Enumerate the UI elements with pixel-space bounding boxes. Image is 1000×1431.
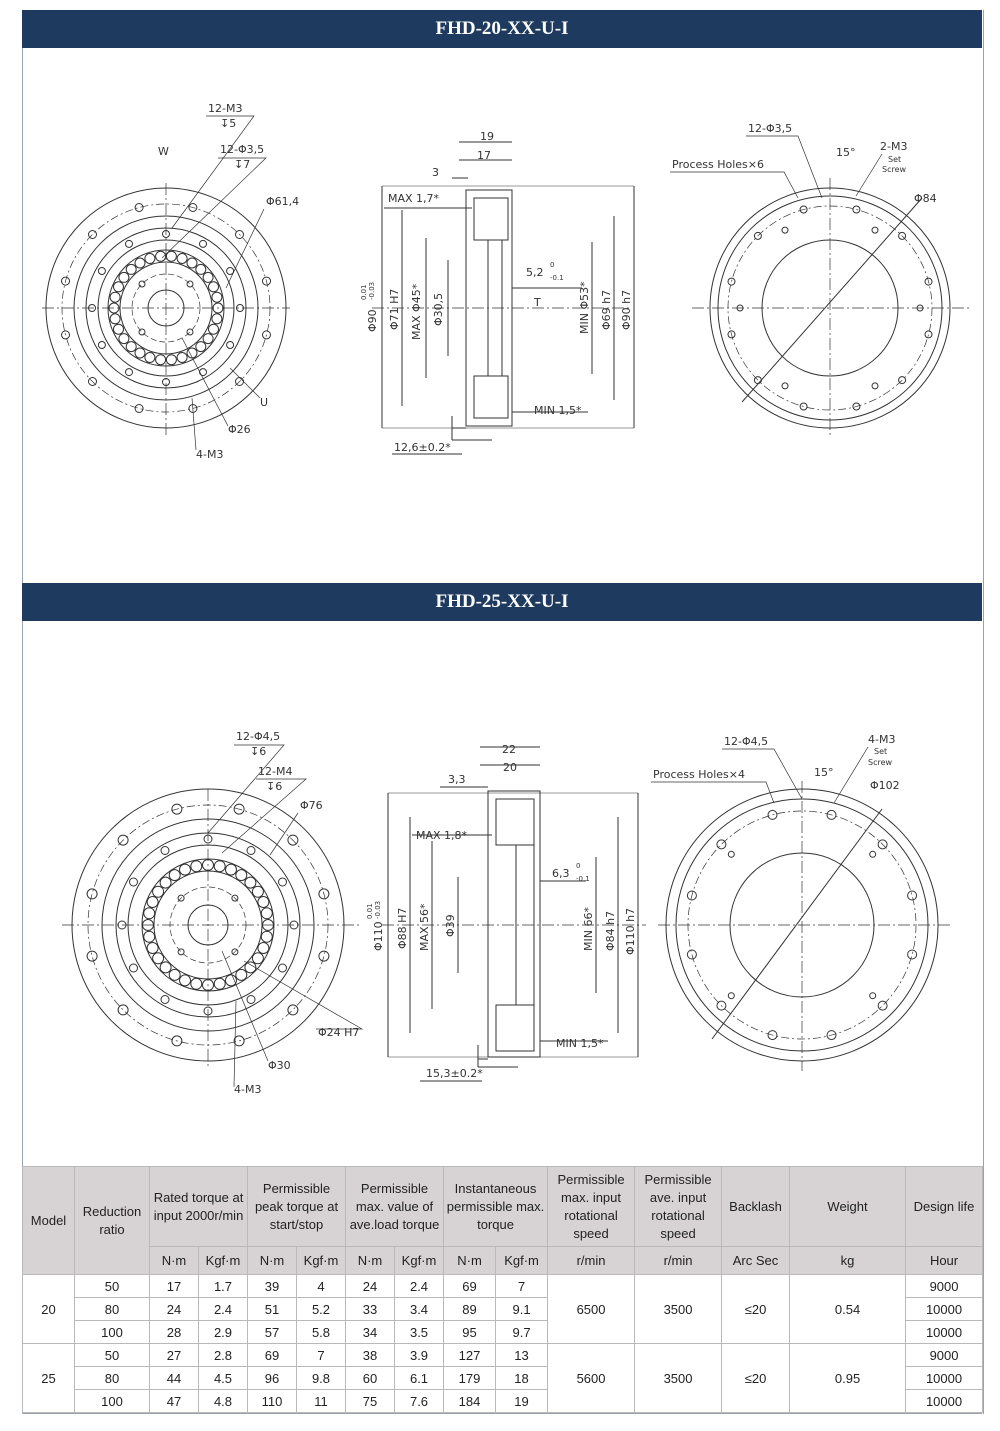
fhd25-back-view — [658, 781, 952, 1071]
cell-ratio: 100 — [75, 1390, 150, 1413]
cell-value: 69 — [248, 1344, 297, 1367]
tapped-hole — [98, 268, 105, 275]
svg-text:3: 3 — [432, 166, 439, 179]
svg-text:↧6: ↧6 — [250, 745, 267, 758]
roller — [126, 264, 136, 274]
cell-design-life: 9000 — [906, 1275, 983, 1298]
svg-text:MAX Φ45*: MAX Φ45* — [410, 283, 423, 340]
svg-text:-0.1: -0.1 — [576, 875, 590, 883]
cell-value: 3.4 — [395, 1298, 444, 1321]
svg-text:MIN 1,5*: MIN 1,5* — [534, 404, 582, 417]
cell-backlash: ≤20 — [722, 1344, 790, 1413]
roller — [135, 258, 145, 268]
tapped-hole — [187, 281, 193, 287]
process-hole — [870, 993, 876, 999]
th-unit: N·m — [444, 1247, 496, 1275]
spec-table — [22, 1166, 983, 1413]
svg-text:5,2: 5,2 — [526, 266, 544, 279]
svg-text:4-M3: 4-M3 — [234, 1083, 262, 1096]
cell-backlash: ≤20 — [722, 1275, 790, 1344]
svg-text:22: 22 — [502, 743, 516, 756]
bolt-hole — [800, 403, 807, 410]
bolt-hole — [728, 278, 735, 285]
bolt-hole — [908, 891, 917, 900]
cell-value: 89 — [444, 1298, 496, 1321]
bolt-hole — [319, 951, 329, 961]
roller — [169, 870, 180, 881]
svg-text:MAX 1,8*: MAX 1,8* — [416, 829, 468, 842]
cell-model: 20 — [23, 1275, 75, 1344]
roller — [212, 314, 222, 324]
svg-text:Process Holes×4: Process Holes×4 — [653, 768, 745, 781]
svg-text:MIN 66*: MIN 66* — [582, 907, 595, 951]
roller — [153, 953, 164, 964]
cell-value: 69 — [444, 1275, 496, 1298]
roller — [180, 864, 191, 875]
svg-text:Φ84: Φ84 — [914, 192, 937, 205]
roller — [212, 292, 222, 302]
bolt-hole — [135, 204, 143, 212]
tapped-hole — [178, 949, 184, 955]
th-weight: Weight — [790, 1167, 906, 1247]
cell-value: 38 — [346, 1344, 395, 1367]
cell-ratio: 80 — [75, 1367, 150, 1390]
section-title: FHD-20-XX-U-I — [22, 10, 982, 48]
roller — [236, 870, 247, 881]
cell-value: 17 — [150, 1275, 199, 1298]
cell-value: 6.1 — [395, 1367, 444, 1390]
roller — [258, 897, 269, 908]
cell-value: 9.1 — [496, 1298, 548, 1321]
cell-value: 44 — [150, 1367, 199, 1390]
roller — [261, 908, 272, 919]
cell-value: 24 — [150, 1298, 199, 1321]
cell-value: 1.7 — [199, 1275, 248, 1298]
bolt-hole — [899, 232, 906, 239]
roller — [110, 314, 120, 324]
th-ave-input-speed: Permissible ave. input rotational speed — [635, 1167, 722, 1247]
process-hole — [782, 227, 788, 233]
th-backlash: Backlash — [722, 1167, 790, 1247]
process-hole — [728, 993, 734, 999]
svg-text:Set: Set — [874, 747, 888, 756]
bolt-hole — [288, 1005, 298, 1015]
roller — [226, 864, 237, 875]
svg-text:6,3: 6,3 — [552, 867, 570, 880]
tapped-hole — [247, 996, 255, 1004]
roller — [252, 886, 263, 897]
roller — [145, 353, 155, 363]
roller — [110, 292, 120, 302]
roller — [153, 886, 164, 897]
bolt-hole — [768, 810, 777, 819]
th-unit: Kgf·m — [297, 1247, 346, 1275]
svg-text:4-M3: 4-M3 — [868, 733, 896, 746]
th-unit: N·m — [150, 1247, 199, 1275]
svg-text:15,3±0.2*: 15,3±0.2* — [426, 1067, 483, 1080]
document-bottom-rule — [22, 1413, 982, 1414]
roller — [180, 975, 191, 986]
cell-value: 9.7 — [496, 1321, 548, 1344]
process-hole — [728, 851, 734, 857]
cell-value: 2.8 — [199, 1344, 248, 1367]
th-unit: Hour — [906, 1247, 983, 1275]
tapped-hole — [247, 847, 255, 855]
cell-value: 110 — [248, 1390, 297, 1413]
svg-text:MIN Φ53*: MIN Φ53* — [578, 281, 591, 334]
bolt-hole — [925, 331, 932, 338]
svg-text:MIN 1,5*: MIN 1,5* — [556, 1037, 604, 1050]
bolt-hole — [754, 377, 761, 384]
roller — [147, 897, 158, 908]
cell-value: 4.8 — [199, 1390, 248, 1413]
cell-value: 179 — [444, 1367, 496, 1390]
roller — [119, 272, 129, 282]
svg-text:0: 0 — [550, 261, 555, 269]
roller — [166, 355, 176, 365]
svg-text:12,6±0.2*: 12,6±0.2* — [394, 441, 451, 454]
th-ave-load-torque: Permissible max. value of ave.load torque — [346, 1167, 444, 1247]
cell-value: 5.8 — [297, 1321, 346, 1344]
fhd25-front-view — [62, 789, 362, 1066]
roller — [177, 254, 187, 264]
cell-value: 127 — [444, 1344, 496, 1367]
cell-value: 47 — [150, 1390, 199, 1413]
cell-value: 2.4 — [395, 1275, 444, 1298]
cell-value: 7 — [297, 1344, 346, 1367]
cell-value: 33 — [346, 1298, 395, 1321]
cell-value: 2.4 — [199, 1298, 248, 1321]
svg-text:3,3: 3,3 — [448, 773, 466, 786]
svg-text:Φ61,4: Φ61,4 — [266, 195, 300, 208]
svg-text:12-Φ4,5: 12-Φ4,5 — [724, 735, 769, 748]
roller — [245, 962, 256, 973]
tapped-hole — [161, 847, 169, 855]
svg-text:↧7: ↧7 — [234, 158, 251, 171]
roller — [114, 324, 124, 334]
svg-text:Φ69 h7: Φ69 h7 — [600, 289, 613, 330]
roller — [191, 978, 202, 989]
svg-text:Φ110 h7: Φ110 h7 — [624, 907, 637, 955]
svg-text:Φ39: Φ39 — [444, 914, 457, 937]
svg-text:15°: 15° — [836, 146, 856, 159]
roller — [177, 353, 187, 363]
cell-value: 9.8 — [297, 1367, 346, 1390]
svg-text:-0.1: -0.1 — [550, 274, 564, 282]
svg-text:Φ30,5: Φ30,5 — [432, 292, 445, 326]
bolt-hole — [878, 1001, 887, 1010]
fhd25-drawing — [22, 621, 982, 1166]
fhd20-back-view — [692, 178, 972, 438]
svg-text:20: 20 — [503, 761, 517, 774]
roller — [214, 978, 225, 989]
cell-max-speed: 5600 — [548, 1344, 635, 1413]
svg-text:↧5: ↧5 — [220, 117, 237, 130]
th-instantaneous-torque: Instantaneous permissible max. torque — [444, 1167, 548, 1247]
svg-text:W: W — [158, 145, 169, 158]
tapped-hole — [227, 342, 234, 349]
cell-value: 7.6 — [395, 1390, 444, 1413]
th-model: Model — [23, 1167, 75, 1275]
cell-ratio: 80 — [75, 1298, 150, 1321]
tapped-hole — [139, 281, 145, 287]
bolt-hole — [899, 377, 906, 384]
svg-text:Φ90 h7: Φ90 h7 — [620, 289, 633, 330]
cell-value: 95 — [444, 1321, 496, 1344]
svg-text:0.01: 0.01 — [366, 903, 374, 919]
cell-design-life: 10000 — [906, 1367, 983, 1390]
svg-text:0: 0 — [576, 862, 581, 870]
bolt-hole — [908, 950, 917, 959]
th-unit: N·m — [346, 1247, 395, 1275]
roller — [126, 342, 136, 352]
roller — [261, 931, 272, 942]
cell-design-life: 9000 — [906, 1344, 983, 1367]
roller — [209, 324, 219, 334]
cell-value: 39 — [248, 1275, 297, 1298]
roller — [145, 254, 155, 264]
cell-value: 57 — [248, 1321, 297, 1344]
cell-value: 24 — [346, 1275, 395, 1298]
cell-value: 2.9 — [199, 1321, 248, 1344]
cell-weight: 0.95 — [790, 1344, 906, 1413]
roller — [236, 969, 247, 980]
cell-value: 184 — [444, 1390, 496, 1413]
cell-value: 7 — [496, 1275, 548, 1298]
process-hole — [870, 851, 876, 857]
cell-design-life: 10000 — [906, 1321, 983, 1344]
cell-value: 28 — [150, 1321, 199, 1344]
th-unit: Kgf·m — [496, 1247, 548, 1275]
svg-text:2-M3: 2-M3 — [880, 140, 908, 153]
process-hole — [782, 383, 788, 389]
svg-text:12-Φ3,5: 12-Φ3,5 — [220, 143, 265, 156]
svg-text:12-Φ3,5: 12-Φ3,5 — [748, 122, 793, 135]
svg-text:0.01: 0.01 — [360, 284, 368, 300]
cell-value: 5.2 — [297, 1298, 346, 1321]
roller — [144, 931, 155, 942]
cell-design-life: 10000 — [906, 1298, 983, 1321]
svg-text:Screw: Screw — [868, 758, 893, 767]
roller — [196, 342, 206, 352]
svg-text:T: T — [534, 296, 541, 309]
roller — [209, 282, 219, 292]
cell-value: 18 — [496, 1367, 548, 1390]
svg-text:-0.03: -0.03 — [374, 900, 382, 919]
cell-design-life: 10000 — [906, 1390, 983, 1413]
cell-weight: 0.54 — [790, 1275, 906, 1344]
tapped-hole — [200, 240, 207, 247]
tapped-hole — [98, 342, 105, 349]
cell-value: 96 — [248, 1367, 297, 1390]
cell-value: 75 — [346, 1390, 395, 1413]
tapped-hole — [161, 996, 169, 1004]
process-hole — [872, 227, 878, 233]
bolt-hole — [87, 951, 97, 961]
tapped-hole — [200, 369, 207, 376]
th-design-life: Design life — [906, 1167, 983, 1247]
tapped-hole — [279, 878, 287, 886]
fhd20-front-view — [42, 183, 290, 438]
cell-value: 3.9 — [395, 1344, 444, 1367]
roller — [258, 943, 269, 954]
cell-max-speed: 6500 — [548, 1275, 635, 1344]
th-unit: kg — [790, 1247, 906, 1275]
fhd25-back-labels — [653, 733, 900, 792]
fhd20-back-labels — [672, 122, 937, 205]
bolt-hole — [118, 1005, 128, 1015]
cell-model: 25 — [23, 1344, 75, 1413]
th-unit: Kgf·m — [395, 1247, 444, 1275]
svg-text:Φ24 H7: Φ24 H7 — [318, 1026, 360, 1039]
table-row — [23, 1344, 983, 1367]
table-row — [23, 1275, 983, 1298]
tapped-hole — [139, 329, 145, 335]
tapped-hole — [126, 369, 133, 376]
tapped-hole — [130, 878, 138, 886]
roller — [187, 258, 197, 268]
svg-text:Φ76: Φ76 — [300, 799, 323, 812]
roller — [245, 877, 256, 888]
roller — [119, 334, 129, 344]
roller — [114, 282, 124, 292]
svg-text:Process Holes×6: Process Holes×6 — [672, 158, 764, 171]
tapped-hole — [130, 964, 138, 972]
fhd25-front-labels — [234, 730, 359, 1096]
cell-value: 19 — [496, 1390, 548, 1413]
roller — [214, 861, 225, 872]
svg-text:Φ110: Φ110 — [372, 921, 385, 951]
cell-ratio: 50 — [75, 1344, 150, 1367]
roller — [252, 953, 263, 964]
th-reduction-ratio: Reduction ratio — [75, 1167, 150, 1275]
bolt-hole — [135, 405, 143, 413]
tapped-hole — [279, 964, 287, 972]
svg-text:15°: 15° — [814, 766, 834, 779]
svg-text:19: 19 — [480, 130, 494, 143]
cell-ave-speed: 3500 — [635, 1275, 722, 1344]
tapped-hole — [227, 268, 234, 275]
cell-value: 27 — [150, 1344, 199, 1367]
roller — [160, 962, 171, 973]
svg-text:U: U — [260, 396, 269, 409]
th-max-input-speed: Permissible max. input rotational speed — [548, 1167, 635, 1247]
svg-text:12-Φ4,5: 12-Φ4,5 — [236, 730, 281, 743]
cell-ratio: 50 — [75, 1275, 150, 1298]
bolt-hole — [87, 889, 97, 899]
svg-text:MAX 56*: MAX 56* — [418, 903, 431, 951]
svg-text:Screw: Screw — [882, 165, 907, 174]
bolt-hole — [853, 206, 860, 213]
cell-value: 11 — [297, 1390, 346, 1413]
th-unit: r/min — [548, 1247, 635, 1275]
svg-text:MAX 1,7*: MAX 1,7* — [388, 192, 440, 205]
th-rated-torque: Rated torque at input 2000r/min — [150, 1167, 248, 1247]
cell-value: 60 — [346, 1367, 395, 1390]
roller — [203, 272, 213, 282]
process-hole — [872, 383, 878, 389]
section-title: FHD-25-XX-U-I — [22, 583, 982, 621]
bolt-hole — [754, 232, 761, 239]
roller — [156, 355, 166, 365]
roller — [169, 969, 180, 980]
th-peak-torque: Permissible peak torque at start/stop — [248, 1167, 346, 1247]
svg-text:↧6: ↧6 — [266, 780, 283, 793]
roller — [196, 264, 206, 274]
cell-value: 4 — [297, 1275, 346, 1298]
svg-text:Φ26: Φ26 — [228, 423, 251, 436]
roller — [144, 908, 155, 919]
svg-text:Φ30: Φ30 — [268, 1059, 291, 1072]
cell-value: 51 — [248, 1298, 297, 1321]
svg-text:17: 17 — [477, 149, 491, 162]
cell-value: 4.5 — [199, 1367, 248, 1390]
svg-text:Φ71 H7: Φ71 H7 — [388, 288, 401, 330]
tapped-hole — [126, 240, 133, 247]
roller — [203, 334, 213, 344]
roller — [191, 861, 202, 872]
fhd20-drawing — [22, 48, 982, 570]
roller — [160, 877, 171, 888]
cell-ratio: 100 — [75, 1321, 150, 1344]
roller — [135, 348, 145, 358]
svg-text:-0.03: -0.03 — [368, 281, 376, 300]
cell-value: 34 — [346, 1321, 395, 1344]
cell-value: 3.5 — [395, 1321, 444, 1344]
svg-text:Φ88 H7: Φ88 H7 — [396, 907, 409, 949]
svg-text:Φ84 h7: Φ84 h7 — [604, 910, 617, 951]
th-unit: r/min — [635, 1247, 722, 1275]
svg-text:Φ90: Φ90 — [366, 309, 379, 332]
cell-ave-speed: 3500 — [635, 1344, 722, 1413]
cell-value: 13 — [496, 1344, 548, 1367]
svg-text:Φ102: Φ102 — [870, 779, 900, 792]
roller — [226, 975, 237, 986]
svg-text:4-M3: 4-M3 — [196, 448, 224, 461]
th-unit: N·m — [248, 1247, 297, 1275]
tapped-hole — [187, 329, 193, 335]
bolt-hole — [717, 840, 726, 849]
th-unit: Arc Sec — [722, 1247, 790, 1275]
roller — [147, 943, 158, 954]
svg-text:Set: Set — [888, 155, 902, 164]
th-unit: Kgf·m — [199, 1247, 248, 1275]
svg-text:12-M3: 12-M3 — [208, 102, 243, 115]
svg-text:12-M4: 12-M4 — [258, 765, 293, 778]
